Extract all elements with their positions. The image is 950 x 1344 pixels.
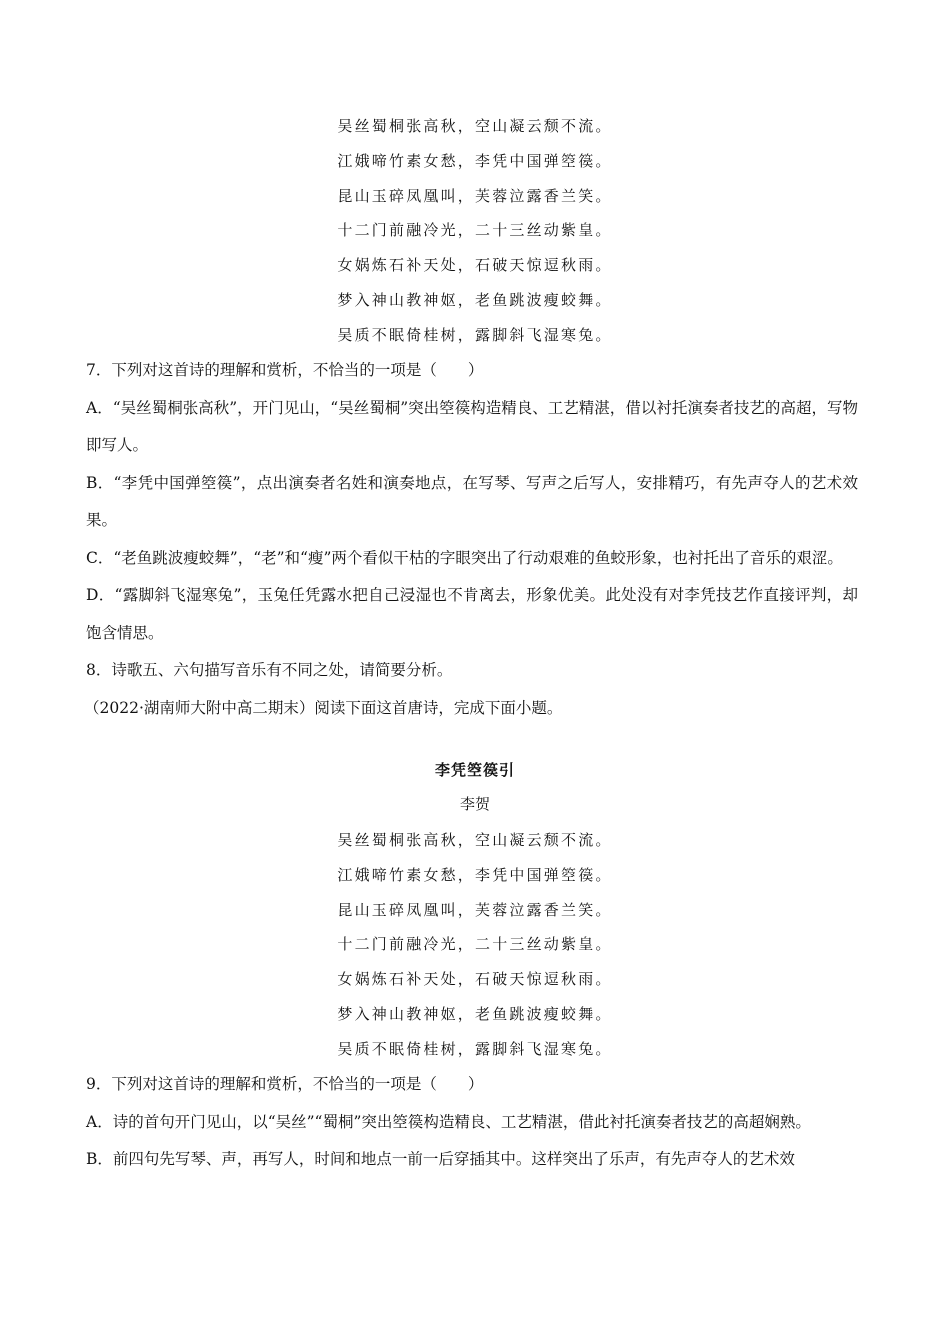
question-7-option-a: A．“吴丝蜀桐张高秋”，开门见山，“吴丝蜀桐”突出箜篌构造精良、工艺精湛，借以衬托演奏者技艺的高超，写物即写人。 — [86, 398, 858, 454]
poem-line: 十二门前融冷光，二十三丝动紫皇。 — [337, 221, 613, 240]
poem-line: 吴质不眠倚桂树，露脚斜飞湿寒兔。 — [337, 1039, 613, 1058]
poem-top — [0, 109, 950, 353]
poem-title: 李凭箜篌引 — [434, 761, 515, 779]
question-7-option-d: D．“露脚斜飞湿寒兔”，玉兔任凭露水把自己浸湿也不肯离去，形象优美。此处没有对李凭技艺作直接评判，却饱含情思。 — [86, 586, 858, 642]
poem-line: 梦入神山教神妪，老鱼跳波瘦蛟舞。 — [337, 290, 613, 309]
poem-line: 江娥啼竹素女愁，李凭中国弹箜篌。 — [337, 151, 613, 170]
question-7-option-c: C．“老鱼跳波瘦蛟舞”，“老”和“瘦”两个看似干枯的字眼突出了行动艰难的鱼蛟形象，也衬托出了音乐的艰涩。 — [86, 548, 843, 567]
poem-line: 吴丝蜀桐张高秋，空山凝云颓不流。 — [337, 117, 613, 135]
poem-line: 昆山玉碎凤凰叫，芙蓉泣露香兰笑。 — [337, 900, 613, 919]
question-7-option-b: B．“李凭中国弹箜篌”，点出演奏者名姓和演奏地点，在写琴、写声之后写人，安排精巧，有先声夺人的艺术效果。 — [86, 473, 858, 529]
question-section-2 — [86, 1066, 858, 1179]
question-9-stem: 9．下列对这首诗的理解和赏析，不恰当的一项是（ ） — [86, 1075, 484, 1093]
question-9-option-a: A．诗的首句开门见山，以“吴丝”“蜀桐”突出箜篌构造精良、工艺精湛，借此衬托演奏者技艺的高超娴熟。 — [86, 1112, 811, 1131]
poem-line: 江娥啼竹素女愁，李凭中国弹箜篌。 — [337, 865, 613, 884]
poem-author: 李贺 — [459, 795, 490, 813]
poem-heading — [0, 753, 950, 821]
poem-line: 吴丝蜀桐张高秋，空山凝云颓不流。 — [337, 831, 613, 849]
poem-line: 昆山玉碎凤凰叫，芙蓉泣露香兰笑。 — [337, 186, 613, 205]
poem-bottom — [0, 823, 950, 1067]
question-8-stem: 8．诗歌五、六句描写音乐有不同之处，请简要分析。 — [86, 661, 453, 679]
question-section-1 — [86, 352, 858, 727]
poem-line: 吴质不眠倚桂树，露脚斜飞湿寒兔。 — [337, 325, 613, 344]
poem-line: 女娲炼石补天处，石破天惊逗秋雨。 — [337, 256, 613, 275]
poem-line: 女娲炼石补天处，石破天惊逗秋雨。 — [337, 970, 613, 989]
poem-line: 十二门前融冷光，二十三丝动紫皇。 — [337, 935, 613, 954]
question-9-option-b: B．前四句先写琴、声，再写人，时间和地点一前一后穿插其中。这样突出了乐声，有先声夺人的艺术效 — [86, 1150, 795, 1168]
section-intro: （2022·湖南师大附中高二期末）阅读下面这首唐诗，完成下面小题。 — [84, 698, 563, 717]
question-7-stem: 7．下列对这首诗的理解和赏析，不恰当的一项是（ ） — [86, 361, 484, 379]
poem-line: 梦入神山教神妪，老鱼跳波瘦蛟舞。 — [337, 1004, 613, 1023]
